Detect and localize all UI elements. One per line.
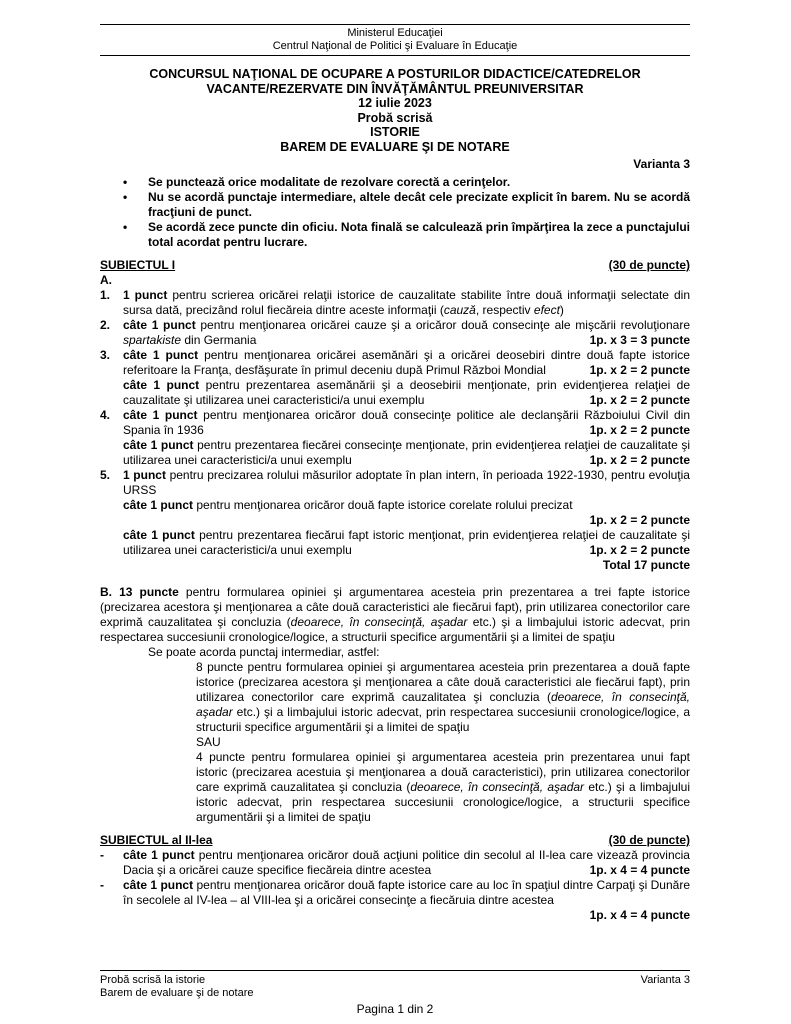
- item-score: 1p. x 2 = 2 puncte: [589, 423, 690, 437]
- sau-separator: SAU: [196, 735, 221, 749]
- ministry-name: Ministerul Educaţiei: [347, 27, 443, 39]
- subject1-heading-row: [100, 258, 690, 273]
- footer-left: [100, 974, 253, 1000]
- footer-row: [100, 970, 690, 1000]
- section-b-intermediate-label: Se poate acorda punctaj intermediar, astfel:: [148, 645, 380, 659]
- bullet-icon: •: [123, 190, 128, 204]
- note-item: [100, 220, 690, 250]
- part-a-label: A.: [100, 273, 112, 287]
- subject1-total: Total 17 puncte: [602, 558, 690, 572]
- item-score: 1p. x 2 = 2 puncte: [589, 393, 690, 407]
- item-text: câte 1 punct pentru prezentarea asemănării şi a deosebirii menţionate, prin evidenţierea relaţiei de cauzalitate şi utilizarea unei caracteristici/a unui exemplu: [123, 378, 690, 407]
- subject1-title: SUBIECTUL I: [100, 258, 176, 272]
- s1-item-5c: [100, 528, 690, 558]
- item-text: câte 1 punct pentru menţionarea oricărei cauze şi a oricăror două consecinţe ale mişcării revoluţionare spartakiste din Germania: [123, 318, 690, 347]
- s2-item-2: [100, 878, 690, 908]
- bullet-icon: •: [123, 175, 128, 189]
- item-marker: 1.: [100, 288, 111, 302]
- note-text: Se punctează orice modalitate de rezolvare corectă a cerinţelor.: [148, 175, 511, 189]
- section-b-main: B. 13 puncte pentru formularea opiniei şi argumentarea acesteia prin prezentarea a trei fapte istorice (precizarea acestora şi menţionarea a câte două caracteristici ale fiecărui fapt), prin utilizarea conectorilor care exprimă cauzalitatea şi concluzia (deoarece, în consecinţă, aşadar etc.) şi a limbajului istoric adecvat, prin respectarea succesiunii cronologice/logice, a structurii specifice argumentării şi a limitei de spaţiu: [100, 585, 690, 644]
- item-score-line: 1p. x 4 = 4 puncte: [589, 908, 690, 922]
- footer-exam-type: Probă scrisă la istorie: [100, 974, 206, 986]
- exam-subject: ISTORIE: [370, 125, 420, 139]
- s1-item-3a: [100, 348, 690, 378]
- item-text: câte 1 punct pentru menţionarea oricăror două fapte istorice corelate rolului precizat: [123, 498, 573, 512]
- s1-item-2: [100, 318, 690, 348]
- item-marker: -: [100, 878, 104, 892]
- page-number: Pagina 1 din 2: [356, 1002, 434, 1016]
- item-marker: -: [100, 848, 104, 862]
- item-score: 1p. x 2 = 2 puncte: [589, 363, 690, 377]
- bullet-icon: •: [123, 220, 128, 234]
- title-line-1: CONCURSUL NAŢIONAL DE OCUPARE A POSTURILOR DIDACTICE/CATEDRELOR: [149, 67, 641, 81]
- s2-item-1: [100, 848, 690, 878]
- note-text: Nu se acordă punctaje intermediare, altele decât cele precizate explicit în barem. Nu se acordă fracţiuni de punct.: [148, 190, 690, 219]
- item-marker: 4.: [100, 408, 111, 422]
- subject2-points: (30 de puncte): [608, 833, 690, 847]
- section-b-option-4: 4 puncte pentru formularea opiniei şi argumentarea acesteia prin prezentarea unui fapt istoric (precizarea acestuia şi menţionarea a două caracteristici), prin utilizarea conectorilor care exprimă cauzalitatea şi concluzia (deoarece, în consecinţă, aşadar etc.) şi a limbajului istoric adecvat, prin respectarea succesiunii cronologice/logice, a structurii specifice argumentării şi a limitei de spaţiu: [196, 750, 690, 824]
- item-score: 1p. x 2 = 2 puncte: [589, 543, 690, 557]
- note-item: [100, 190, 690, 220]
- item-text: câte 1 punct pentru menţionarea oricăror două fapte istorice care au loc în spaţiul dintre Carpaţi şi Dunăre în secolele al IV-lea – al VIII-lea şi a oricărei consecinţe a fiecăruia dintre acestea: [123, 878, 690, 907]
- title-line-2: VACANTE/REZERVATE DIN ÎNVĂŢĂMÂNTUL PREUNIVERSITAR: [206, 81, 584, 96]
- subject2-title: SUBIECTUL al II-lea: [100, 833, 213, 847]
- exam-type: Probă scrisă: [357, 110, 433, 125]
- item-text: câte 1 punct pentru menţionarea oricărei asemănări şi a oricărei deosebiri dintre două fapte istorice referitoare la Franţa, desfăşurate în primul deceniu după Primul Război Mondial: [123, 348, 690, 377]
- barem-title: BAREM DE EVALUARE ŞI DE NOTARE: [280, 139, 510, 154]
- s1-item-3b: [100, 378, 690, 408]
- s1-item-5a: [100, 468, 690, 498]
- subject1-points: (30 de puncte): [608, 258, 690, 272]
- item-text: 1 punct pentru scrierea oricărei relaţii istorice de cauzalitate stabilite între două informaţii selectate din sursa dată, precizând rolul fiecăreia dintre aceste informaţii (cauză, respectiv efect): [123, 288, 690, 317]
- document-title: [100, 67, 690, 154]
- section-b-option-8: 8 puncte pentru formularea opiniei şi argumentarea acesteia prin prezentarea a două fapte istorice (precizarea acestora şi menţionarea a câte două caracteristici ale fiecărui fapt), prin utilizarea conectorilor care exprimă cauzalitatea şi concluzia (deoarece, în consecinţă, aşadar etc.) şi a limbajului istoric adecvat, prin respectarea succesiunii cronologice/logice, a structurii specifice argumentării şi a limitei de spaţiu: [196, 660, 690, 734]
- item-score: 1p. x 2 = 2 puncte: [589, 453, 690, 467]
- footer-variant: Varianta 3: [640, 974, 690, 986]
- s1-item-4b: [100, 438, 690, 468]
- item-text: 1 punct pentru precizarea rolului măsurilor adoptate în plan intern, în perioada 1922-1930, pentru evoluţia URSS: [123, 468, 690, 497]
- page-footer: [100, 970, 690, 1016]
- item-text: câte 1 punct pentru menţionarea oricăror două acţiuni politice din secolul al II-lea care vizează provincia Dacia şi a oricărei cauze specifice fiecăreia dintre acestea: [123, 848, 690, 877]
- item-marker: 3.: [100, 348, 111, 362]
- item-marker: 5.: [100, 468, 111, 482]
- item-text: câte 1 punct pentru prezentarea fiecărui fapt istoric menţionat, prin evidenţierea relaţiei de cauzalitate şi utilizarea unei caracteristici/a unui exemplu: [123, 528, 690, 557]
- general-notes: [100, 175, 690, 250]
- s1-item-5b: [100, 498, 690, 513]
- note-text: Se acordă zece puncte din oficiu. Nota finală se calculează prin împărţirea la zece a punctajului total acordat pentru lucrare.: [148, 220, 690, 249]
- item-marker: 2.: [100, 318, 111, 332]
- footer-barem-label: Barem de evaluare şi de notare: [100, 987, 254, 999]
- ministry-header: [100, 24, 690, 56]
- item-score-line: 1p. x 2 = 2 puncte: [589, 513, 690, 527]
- item-score: 1p. x 3 = 3 puncte: [589, 333, 690, 347]
- item-text: câte 1 punct pentru prezentarea fiecărei consecinţe menţionate, prin evidenţierea relaţiei de cauzalitate şi utilizarea unei caracteristici/a unui exemplu: [123, 438, 690, 467]
- note-item: [100, 175, 690, 190]
- item-score: 1p. x 4 = 4 puncte: [589, 863, 690, 877]
- exam-date: 12 iulie 2023: [358, 96, 432, 110]
- s1-item-4a: [100, 408, 690, 438]
- national-center-name: Centrul Naţional de Politici şi Evaluare în Educaţie: [272, 40, 518, 52]
- section-b: [100, 585, 690, 825]
- subject2-heading-row: [100, 833, 690, 848]
- item-text: câte 1 punct pentru menţionarea oricăror două consecinţe politice ale declanşării Războiului Civil din Spania în 1936: [123, 408, 690, 437]
- subject2: [100, 833, 690, 923]
- variant-label: Varianta 3: [633, 157, 690, 171]
- s1-item-1: [100, 288, 690, 318]
